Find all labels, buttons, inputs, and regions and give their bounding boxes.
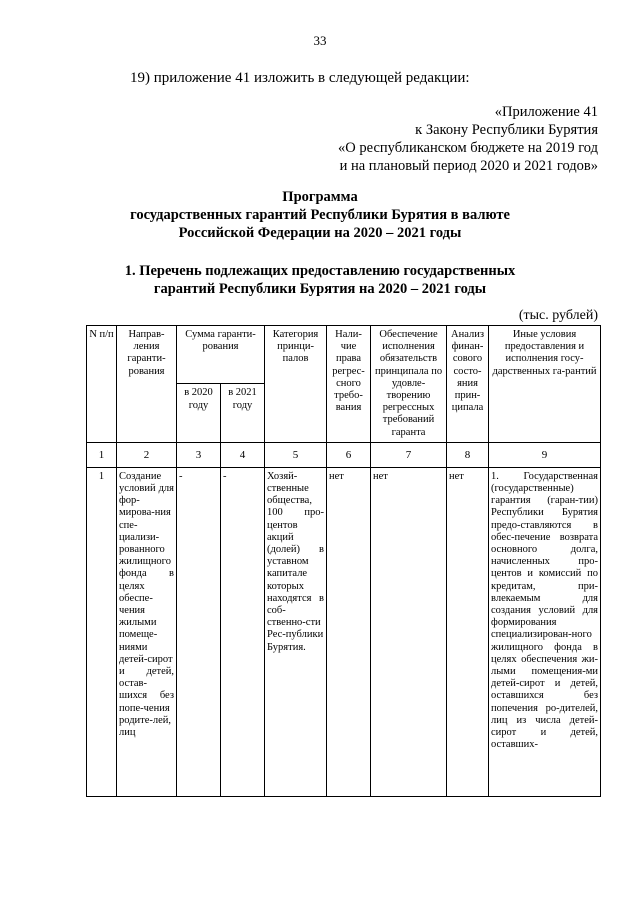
header-year-2020: в 2020 году: [177, 384, 221, 442]
header-regress: Нали-чие права регрес-сного требо-вания: [327, 326, 371, 443]
header-category: Категория принци-палов: [265, 326, 327, 443]
header-analysis: Анализ финан-сового состо-яния прин-ципала: [447, 326, 489, 443]
column-number: 4: [221, 442, 265, 467]
column-number: 7: [371, 442, 447, 467]
header-sum: Сумма гаранти-рования: [177, 326, 265, 384]
column-number: 2: [117, 442, 177, 467]
header-direction: Направ-ления гаранти-рования: [117, 326, 177, 443]
cell-direction: Создание условий для фор-мирова-ния спе-циализи-рованного жилищного фонда в целях обеспе-чения жилыми помеще-ниями детей-сирот и детей, остав-шихся без попе-чения родите-лей, лиц: [117, 467, 177, 796]
attachment-line-1: «Приложение 41: [494, 104, 598, 120]
unit-label: (тыс. рублей): [518, 308, 598, 323]
title-line-2: государственных гарантий Республики Бурятия в валюте: [130, 207, 510, 223]
section-line-2: гарантий Республики Бурятия на 2020 – 2021 годы: [153, 281, 487, 297]
column-number: 1: [87, 442, 117, 467]
column-number: 6: [327, 442, 371, 467]
page-number: 33: [313, 33, 327, 48]
column-number: 8: [447, 442, 489, 467]
cell-security: нет: [371, 467, 447, 796]
section-heading: [0, 262, 640, 298]
guarantees-table: [86, 325, 601, 797]
amendment-text: 19) приложение 41 изложить в следующей редакции:: [130, 70, 470, 86]
title-line-3: Российской Федерации на 2020 – 2021 годы: [178, 225, 462, 241]
cell-num: 1: [87, 467, 117, 796]
column-number: 3: [177, 442, 221, 467]
table-row: [87, 467, 601, 796]
cell-year-2021: -: [221, 467, 265, 796]
attachment-line-2: к Закону Республики Бурятия: [415, 122, 598, 138]
cell-regress: нет: [327, 467, 371, 796]
title-line-1: Программа: [282, 189, 358, 205]
cell-category: Хозяй-ственные общества, 100 про-центов акций (долей) в уставном капитале которых находятся в соб-ственно-сти Рес-публики Бурятия.: [265, 467, 327, 796]
header-other: Иные условия предоставления и исполнения госу-дарственных га-рантий: [489, 326, 601, 443]
attachment-note: [338, 103, 598, 175]
cell-other: 1. Государственная (государственные) гарантия (гаран-тии) Республики Бурятия предо-ставляются в обес-печение возврата основного долга, начисленных про-центов и комиссий по кредитам, при-влекаемым для создания условий для формирования специализирован-ного жилищного фонда в целях обеспечения жи-лыми помещения-ми детей-сирот и детей, оставшихся без попечения ро-дителей, лиц из числа детей-сирот и детей, оставших-: [489, 467, 601, 796]
column-number: 5: [265, 442, 327, 467]
header-security: Обеспечение исполнения обязательств принципала по удовле-творению регрессных требований гаранта: [371, 326, 447, 443]
section-line-1: 1. Перечень подлежащих предоставлению государственных: [124, 263, 516, 279]
column-number: 9: [489, 442, 601, 467]
cell-year-2020: -: [177, 467, 221, 796]
document-title: [0, 188, 640, 242]
column-numbers-row: [87, 442, 601, 467]
attachment-line-3: «О республиканском бюджете на 2019 год: [338, 140, 598, 156]
cell-analysis: нет: [447, 467, 489, 796]
header-year-2021: в 2021 году: [221, 384, 265, 442]
header-num: N п/п: [87, 326, 117, 443]
attachment-line-4: и на плановый период 2020 и 2021 годов»: [339, 158, 598, 174]
